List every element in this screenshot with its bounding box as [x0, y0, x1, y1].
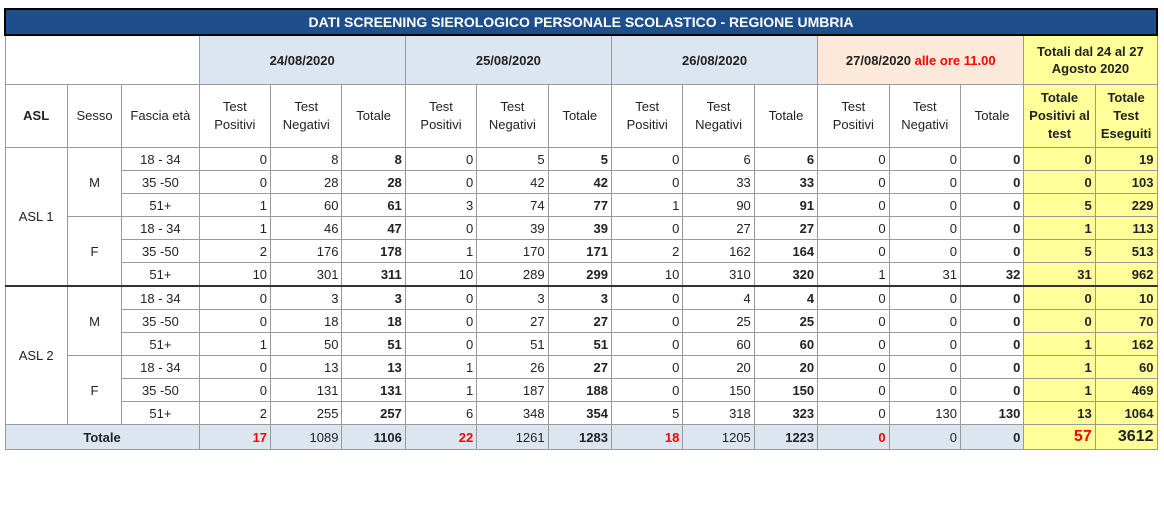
col-fascia-eta: Fascia età: [122, 85, 199, 148]
value-cell: 25: [683, 310, 754, 333]
value-cell: 0: [818, 379, 889, 402]
total-value-cell: 1106: [342, 425, 405, 450]
value-cell: 5: [548, 148, 611, 171]
total-value-cell: 18: [611, 425, 682, 450]
table-row: [5, 286, 1157, 310]
age-band: 51+: [122, 194, 199, 217]
value-cell: 0: [818, 217, 889, 240]
value-cell: 162: [1095, 333, 1157, 356]
value-cell: 0: [960, 333, 1023, 356]
value-cell: 0: [1024, 148, 1095, 171]
value-cell: 13: [1024, 402, 1095, 425]
value-cell: 229: [1095, 194, 1157, 217]
value-cell: 18: [271, 310, 342, 333]
value-cell: 10: [199, 263, 270, 287]
age-band: 35 -50: [122, 240, 199, 263]
date-header-2: 25/08/2020: [405, 35, 611, 85]
value-cell: 130: [889, 402, 960, 425]
value-cell: 3: [548, 286, 611, 310]
value-cell: 90: [683, 194, 754, 217]
value-cell: 0: [818, 286, 889, 310]
value-cell: 0: [405, 148, 476, 171]
value-cell: 39: [477, 217, 548, 240]
col-totale: Totale: [960, 85, 1023, 148]
value-cell: 13: [271, 356, 342, 379]
table-row: [5, 356, 1157, 379]
value-cell: 0: [199, 379, 270, 402]
age-band: 51+: [122, 263, 199, 287]
value-cell: 5: [1024, 240, 1095, 263]
value-cell: 1: [405, 379, 476, 402]
col-totale: Totale: [548, 85, 611, 148]
table-row: [5, 217, 1157, 240]
value-cell: 0: [889, 286, 960, 310]
value-cell: 0: [199, 148, 270, 171]
col-totale-positivi: Totale Positivi al test: [1024, 85, 1095, 148]
value-cell: 1: [818, 263, 889, 287]
value-cell: 46: [271, 217, 342, 240]
value-cell: 0: [405, 217, 476, 240]
value-cell: 51: [342, 333, 405, 356]
value-cell: 162: [683, 240, 754, 263]
value-cell: 25: [754, 310, 817, 333]
value-cell: 0: [818, 171, 889, 194]
date-4-date: 27/08/2020: [845, 52, 911, 68]
blank-header-cell: [5, 35, 199, 85]
value-cell: 130: [960, 402, 1023, 425]
value-cell: 150: [683, 379, 754, 402]
value-cell: 6: [683, 148, 754, 171]
total-value-cell: 17: [199, 425, 270, 450]
value-cell: 0: [960, 379, 1023, 402]
table-row: [5, 263, 1157, 287]
value-cell: 0: [818, 310, 889, 333]
total-value-cell: 1205: [683, 425, 754, 450]
col-test-negativi: Test Negativi: [889, 85, 960, 148]
value-cell: 18: [342, 310, 405, 333]
value-cell: 0: [960, 286, 1023, 310]
col-asl: ASL: [5, 85, 67, 148]
value-cell: 0: [199, 171, 270, 194]
date-header-1: 24/08/2020: [199, 35, 405, 85]
value-cell: 323: [754, 402, 817, 425]
value-cell: 131: [342, 379, 405, 402]
value-cell: 0: [960, 217, 1023, 240]
value-cell: 10: [1095, 286, 1157, 310]
value-cell: 10: [405, 263, 476, 287]
value-cell: 164: [754, 240, 817, 263]
value-cell: 1: [1024, 217, 1095, 240]
table-row: [5, 333, 1157, 356]
table-row: [5, 240, 1157, 263]
value-cell: 0: [199, 286, 270, 310]
value-cell: 1: [199, 194, 270, 217]
col-totale: Totale: [754, 85, 817, 148]
value-cell: 13: [342, 356, 405, 379]
total-value-cell: 1261: [477, 425, 548, 450]
value-cell: 51: [548, 333, 611, 356]
value-cell: 320: [754, 263, 817, 287]
value-cell: 354: [548, 402, 611, 425]
value-cell: 33: [683, 171, 754, 194]
sex-label: M: [67, 286, 121, 356]
total-value-cell: 57: [1024, 425, 1095, 450]
value-cell: 61: [342, 194, 405, 217]
value-cell: 0: [889, 356, 960, 379]
value-cell: 171: [548, 240, 611, 263]
value-cell: 176: [271, 240, 342, 263]
value-cell: 70: [1095, 310, 1157, 333]
value-cell: 1: [611, 194, 682, 217]
value-cell: 0: [611, 379, 682, 402]
value-cell: 170: [477, 240, 548, 263]
value-cell: 0: [611, 148, 682, 171]
value-cell: 255: [271, 402, 342, 425]
value-cell: 6: [754, 148, 817, 171]
age-band: 35 -50: [122, 171, 199, 194]
value-cell: 311: [342, 263, 405, 287]
value-cell: 103: [1095, 171, 1157, 194]
age-band: 51+: [122, 402, 199, 425]
value-cell: 301: [271, 263, 342, 287]
col-test-positivi: Test Positivi: [405, 85, 476, 148]
value-cell: 0: [611, 356, 682, 379]
asl-label: ASL 1: [5, 148, 67, 287]
col-test-positivi: Test Positivi: [611, 85, 682, 148]
value-cell: 0: [611, 286, 682, 310]
value-cell: 0: [405, 310, 476, 333]
table-row: [5, 194, 1157, 217]
value-cell: 1: [405, 356, 476, 379]
value-cell: 6: [405, 402, 476, 425]
col-test-positivi: Test Positivi: [199, 85, 270, 148]
total-value-cell: 0: [818, 425, 889, 450]
value-cell: 0: [611, 333, 682, 356]
value-cell: 0: [818, 194, 889, 217]
value-cell: 0: [960, 310, 1023, 333]
value-cell: 4: [754, 286, 817, 310]
value-cell: 0: [889, 194, 960, 217]
table-title: DATI SCREENING SIEROLOGICO PERSONALE SCOLASTICO - REGIONE UMBRIA: [5, 9, 1157, 35]
col-test-negativi: Test Negativi: [271, 85, 342, 148]
age-band: 18 - 34: [122, 217, 199, 240]
value-cell: 257: [342, 402, 405, 425]
value-cell: 150: [754, 379, 817, 402]
value-cell: 0: [818, 148, 889, 171]
value-cell: 27: [754, 217, 817, 240]
value-cell: 1: [1024, 379, 1095, 402]
value-cell: 0: [611, 310, 682, 333]
value-cell: 0: [960, 171, 1023, 194]
value-cell: 39: [548, 217, 611, 240]
value-cell: 188: [548, 379, 611, 402]
value-cell: 5: [611, 402, 682, 425]
value-cell: 60: [271, 194, 342, 217]
value-cell: 27: [477, 310, 548, 333]
table-row: [5, 402, 1157, 425]
value-cell: 0: [960, 148, 1023, 171]
col-test-positivi: Test Positivi: [818, 85, 889, 148]
value-cell: 0: [818, 240, 889, 263]
value-cell: 0: [1024, 286, 1095, 310]
value-cell: 31: [1024, 263, 1095, 287]
value-cell: 962: [1095, 263, 1157, 287]
table-row: [5, 171, 1157, 194]
value-cell: 3: [405, 194, 476, 217]
value-cell: 2: [611, 240, 682, 263]
sex-label: F: [67, 217, 121, 287]
asl-label: ASL 2: [5, 286, 67, 425]
value-cell: 0: [889, 333, 960, 356]
value-cell: 513: [1095, 240, 1157, 263]
value-cell: 32: [960, 263, 1023, 287]
value-cell: 27: [548, 356, 611, 379]
value-cell: 1: [1024, 356, 1095, 379]
value-cell: 0: [960, 356, 1023, 379]
value-cell: 0: [611, 217, 682, 240]
value-cell: 42: [477, 171, 548, 194]
value-cell: 1: [1024, 333, 1095, 356]
age-band: 35 -50: [122, 379, 199, 402]
value-cell: 26: [477, 356, 548, 379]
totals-row: [5, 425, 1157, 450]
value-cell: 113: [1095, 217, 1157, 240]
value-cell: 31: [889, 263, 960, 287]
value-cell: 0: [889, 148, 960, 171]
totals-period-header: Totali dal 24 al 27 Agosto 2020: [1024, 35, 1157, 85]
col-totale: Totale: [342, 85, 405, 148]
col-totale-test: Totale Test Eseguiti: [1095, 85, 1157, 148]
totals-label: Totale: [5, 425, 199, 450]
value-cell: 1: [405, 240, 476, 263]
value-cell: 0: [405, 333, 476, 356]
total-value-cell: 1283: [548, 425, 611, 450]
value-cell: 3: [271, 286, 342, 310]
value-cell: 0: [405, 171, 476, 194]
age-band: 18 - 34: [122, 148, 199, 171]
value-cell: 0: [889, 171, 960, 194]
value-cell: 1: [199, 217, 270, 240]
value-cell: 0: [818, 356, 889, 379]
value-cell: 60: [1095, 356, 1157, 379]
value-cell: 187: [477, 379, 548, 402]
value-cell: 47: [342, 217, 405, 240]
value-cell: 74: [477, 194, 548, 217]
value-cell: 0: [889, 379, 960, 402]
value-cell: 0: [199, 356, 270, 379]
value-cell: 4: [683, 286, 754, 310]
value-cell: 0: [1024, 171, 1095, 194]
value-cell: 50: [271, 333, 342, 356]
value-cell: 20: [754, 356, 817, 379]
value-cell: 1064: [1095, 402, 1157, 425]
sex-label: M: [67, 148, 121, 217]
col-sesso: Sesso: [67, 85, 121, 148]
value-cell: 0: [199, 310, 270, 333]
value-cell: 60: [683, 333, 754, 356]
value-cell: 299: [548, 263, 611, 287]
value-cell: 3: [477, 286, 548, 310]
value-cell: 0: [405, 286, 476, 310]
total-value-cell: 3612: [1095, 425, 1157, 450]
value-cell: 0: [818, 402, 889, 425]
value-cell: 289: [477, 263, 548, 287]
table-row: [5, 379, 1157, 402]
total-value-cell: 22: [405, 425, 476, 450]
date-header-3: 26/08/2020: [611, 35, 817, 85]
date-4-time: alle ore 11.00: [914, 52, 996, 68]
table-row: [5, 148, 1157, 171]
value-cell: 28: [342, 171, 405, 194]
value-cell: 27: [548, 310, 611, 333]
value-cell: 2: [199, 240, 270, 263]
value-cell: 310: [683, 263, 754, 287]
value-cell: 5: [1024, 194, 1095, 217]
value-cell: 33: [754, 171, 817, 194]
value-cell: 8: [342, 148, 405, 171]
total-value-cell: 0: [889, 425, 960, 450]
sex-label: F: [67, 356, 121, 425]
value-cell: 0: [818, 333, 889, 356]
value-cell: 91: [754, 194, 817, 217]
value-cell: 27: [683, 217, 754, 240]
table-row: [5, 310, 1157, 333]
value-cell: 0: [611, 171, 682, 194]
value-cell: 0: [960, 194, 1023, 217]
value-cell: 0: [889, 217, 960, 240]
value-cell: 1: [199, 333, 270, 356]
value-cell: 0: [889, 240, 960, 263]
age-band: 35 -50: [122, 310, 199, 333]
value-cell: 178: [342, 240, 405, 263]
value-cell: 51: [477, 333, 548, 356]
value-cell: 5: [477, 148, 548, 171]
value-cell: 10: [611, 263, 682, 287]
value-cell: 0: [960, 240, 1023, 263]
value-cell: 2: [199, 402, 270, 425]
total-value-cell: 1223: [754, 425, 817, 450]
age-band: 18 - 34: [122, 286, 199, 310]
value-cell: 28: [271, 171, 342, 194]
value-cell: 469: [1095, 379, 1157, 402]
value-cell: 20: [683, 356, 754, 379]
value-cell: 77: [548, 194, 611, 217]
col-test-negativi: Test Negativi: [683, 85, 754, 148]
value-cell: 0: [889, 310, 960, 333]
col-test-negativi: Test Negativi: [477, 85, 548, 148]
value-cell: 19: [1095, 148, 1157, 171]
value-cell: 42: [548, 171, 611, 194]
value-cell: 3: [342, 286, 405, 310]
age-band: 18 - 34: [122, 356, 199, 379]
value-cell: 348: [477, 402, 548, 425]
value-cell: 60: [754, 333, 817, 356]
date-header-4: [818, 35, 1024, 85]
total-value-cell: 0: [960, 425, 1023, 450]
value-cell: 0: [1024, 310, 1095, 333]
age-band: 51+: [122, 333, 199, 356]
total-value-cell: 1089: [271, 425, 342, 450]
screening-table: [4, 8, 1158, 450]
value-cell: 131: [271, 379, 342, 402]
value-cell: 8: [271, 148, 342, 171]
value-cell: 318: [683, 402, 754, 425]
